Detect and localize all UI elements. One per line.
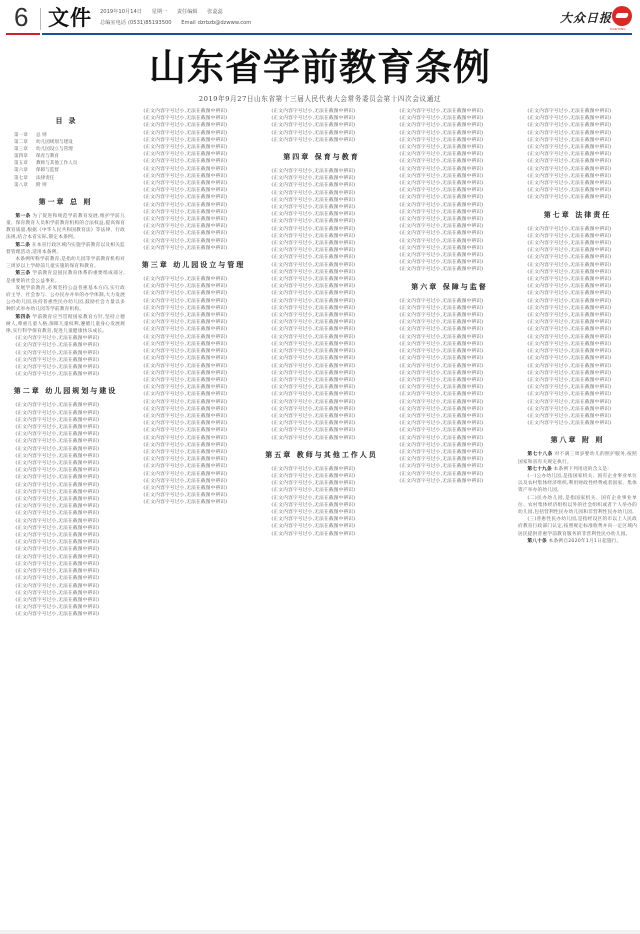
article-paragraph: (正文内容字号过小,无法在截图中辨识) [399,385,484,391]
article-paragraph: (正文内容字号过小,无法在截图中辨识) [143,478,228,484]
article-paragraph: (正文内容字号过小,无法在截图中辨识) [527,385,612,391]
article-paragraph: (正文内容字号过小,无法在截图中辨识) [399,370,484,376]
article-paragraph: (正文内容字号过小,无法在截图中辨识) [271,406,356,412]
article-paragraph: (正文内容字号过小,无法在截图中辨识) [399,231,484,237]
article-paragraph: 第四条 学前教育应当贯彻国家教育方针,坚持立德树人,尊重儿童人格,保障儿童权利,遵循儿童身心发展规律,实行科学保育教育,促进儿童健康快乐成长。 [6,314,125,334]
article-paragraph: (正文内容字号过小,无法在截图中辨识) [399,421,484,427]
article-paragraph: (正文内容字号过小,无法在截图中辨识) [399,406,484,412]
definition-item: (三)普惠性民办幼儿园,是指经设区的市以上人民政府教育行政部门认定,按照规定标准收费并向一定区域内居民提供普惠学前教育服务的非营利性民办幼儿园。 [518,517,637,537]
article-paragraph: (正文内容字号过小,无法在截图中辨识) [15,475,100,481]
article-paragraph: (正文内容字号过小,无法在截图中辨识) [143,123,228,129]
masthead-rule [42,33,632,35]
chapter-heading: 第五章 教师与其他工作人员 [265,450,378,459]
article-paragraph: (正文内容字号过小,无法在截图中辨识) [399,471,484,477]
article-paragraph: (正文内容字号过小,无法在截图中辨识) [15,461,100,467]
article-paragraph: (正文内容字号过小,无法在截图中辨识) [143,159,228,165]
article-paragraph: (正文内容字号过小,无法在截图中辨识) [15,489,100,495]
article-paragraph: (正文内容字号过小,无法在截图中辨识) [271,277,356,283]
article-paragraph: (正文内容字号过小,无法在截图中辨识) [143,392,228,398]
article-paragraph: (正文内容字号过小,无法在截图中辨识) [143,245,228,251]
article-paragraph: (正文内容字号过小,无法在截图中辨识) [271,327,356,333]
article-paragraph: (正文内容字号过小,无法在截图中辨识) [143,231,228,237]
article-paragraph: (正文内容字号过小,无法在截图中辨识) [143,116,228,122]
toc-item: 第一章 总 则 [14,133,47,138]
article-paragraph: (正文内容字号过小,无法在截图中辨识) [527,291,612,297]
article-paragraph: (正文内容字号过小,无法在截图中辨识) [143,442,228,448]
article-paragraph: (正文内容字号过小,无法在截图中辨识) [271,123,356,129]
article-paragraph: (正文内容字号过小,无法在截图中辨识) [143,173,228,179]
article-paragraph: (正文内容字号过小,无法在截图中辨识) [143,298,228,304]
article-paragraph: (正文内容字号过小,无法在截图中辨识) [527,305,612,311]
article-paragraph: (正文内容字号过小,无法在截图中辨识) [527,269,612,275]
article-paragraph: (正文内容字号过小,无法在截图中辨识) [143,428,228,434]
article-paragraph: (正文内容字号过小,无法在截图中辨识) [271,509,356,515]
article-paragraph: (正文内容字号过小,无法在截图中辨识) [15,533,100,539]
article-paragraph: (正文内容字号过小,无法在截图中辨识) [143,152,228,158]
phone-number: (0531)85193500 [127,20,172,26]
article-paragraph: (正文内容字号过小,无法在截图中辨识) [527,313,612,319]
masthead [0,0,640,36]
article-paragraph: (正文内容字号过小,无法在截图中辨识) [15,357,100,363]
article-paragraph: (正文内容字号过小,无法在截图中辨识) [271,130,356,136]
masthead-meta [100,7,259,29]
article-paragraph: 发展学前教育,必须坚持公益普惠基本方向,实行政府主导、社会参与、公办民办并举的办学体制,大力发展公办幼儿园,扶持普惠性民办幼儿园,鼓励社会力量以多种形式举办幼儿园等学前教育机构。 [6,285,125,313]
article-paragraph: (正文内容字号过小,无法在截图中辨识) [527,320,612,326]
article-paragraph: (正文内容字号过小,无法在截图中辨识) [271,502,356,508]
article-paragraph: (正文内容字号过小,无法在截图中辨识) [527,327,612,333]
issue-weekday: 星期一 [151,9,168,15]
article-paragraph: 第一条 为了促进和规范学前教育发展,维护学前儿童、保育教育人员和学前教育机构的合法权益,提高保育教育质量,根据《中华人民共和国教育法》等法律、行政法规,结合本省实际,制定本条例。 [6,213,125,241]
article-paragraph: (正文内容字号过小,无法在截图中辨识) [271,109,356,114]
chapter-heading: 第四章 保育与教育 [283,153,360,162]
article-paragraph: (正文内容字号过小,无法在截图中辨识) [271,531,356,537]
page-bottom-edge [0,930,640,934]
article-paragraph: (正文内容字号过小,无法在截图中辨识) [15,453,100,459]
chapter-heading: 第六章 保障与监督 [411,282,488,291]
article-paragraph: (正文内容字号过小,无法在截图中辨识) [271,219,356,225]
article-paragraph: (正文内容字号过小,无法在截图中辨识) [399,260,484,266]
article-paragraph: (正文内容字号过小,无法在截图中辨识) [271,370,356,376]
article-paragraph: (正文内容字号过小,无法在截图中辨识) [399,202,484,208]
article-paragraph: (正文内容字号过小,无法在截图中辨识) [527,349,612,355]
article-paragraph: (正文内容字号过小,无法在截图中辨识) [15,547,100,553]
article-paragraph: (正文内容字号过小,无法在截图中辨识) [271,392,356,398]
editor-label: 责任编辑 [176,9,198,15]
article-paragraph: (正文内容字号过小,无法在截图中辨识) [15,439,100,445]
column-3 [262,108,381,930]
article-paragraph: (正文内容字号过小,无法在截图中辨识) [399,195,484,201]
toc-item: 第七章 法律责任 [14,175,55,181]
chapter-heading: 第八章 附 则 [550,436,605,445]
article-paragraph: 第八十条 本条例自2020年1月1日起施行。 [527,538,622,544]
article-paragraph: (正文内容字号过小,无法在截图中辨识) [527,421,612,427]
article-paragraph: (正文内容字号过小,无法在截图中辨识) [143,370,228,376]
article-paragraph: (正文内容字号过小,无法在截图中辨识) [527,370,612,376]
column-2 [134,108,253,930]
article-paragraph: (正文内容字号过小,无法在截图中辨识) [527,334,612,340]
article-paragraph: (正文内容字号过小,无法在截图中辨识) [399,152,484,158]
article-paragraph: (正文内容字号过小,无法在截图中辨识) [143,166,228,172]
article-paragraph: (正文内容字号过小,无法在截图中辨识) [527,159,612,165]
article-paragraph: (正文内容字号过小,无法在截图中辨识) [143,399,228,405]
article-paragraph: (正文内容字号过小,无法在截图中辨识) [271,137,356,143]
article-paragraph: (正文内容字号过小,无法在截图中辨识) [271,313,356,319]
email-label: Email [181,20,196,26]
article-paragraph: (正文内容字号过小,无法在截图中辨识) [15,540,100,546]
article-paragraph: (正文内容字号过小,无法在截图中辨识) [399,145,484,151]
article-paragraph: (正文内容字号过小,无法在截图中辨识) [527,130,612,136]
article-paragraph: (正文内容字号过小,无法在截图中辨识) [271,226,356,232]
article-paragraph: (正文内容字号过小,无法在截图中辨识) [143,493,228,499]
article-paragraph: (正文内容字号过小,无法在截图中辨识) [271,495,356,501]
article-paragraph: (正文内容字号过小,无法在截图中辨识) [399,449,484,455]
article-paragraph: (正文内容字号过小,无法在截图中辨识) [527,166,612,172]
article-paragraph: (正文内容字号过小,无法在截图中辨识) [271,421,356,427]
article-paragraph: (正文内容字号过小,无法在截图中辨识) [143,277,228,283]
article-paragraph: (正文内容字号过小,无法在截图中辨识) [143,130,228,136]
article-paragraph: (正文内容字号过小,无法在截图中辨识) [15,605,100,611]
article-paragraph: (正文内容字号过小,无法在截图中辨识) [527,116,612,122]
article-paragraph: (正文内容字号过小,无法在截图中辨识) [527,284,612,290]
article-paragraph: (正文内容字号过小,无法在截图中辨识) [527,341,612,347]
article-paragraph: (正文内容字号过小,无法在截图中辨识) [527,145,612,151]
article-paragraph: (正文内容字号过小,无法在截图中辨识) [399,166,484,172]
article-paragraph: (正文内容字号过小,无法在截图中辨识) [271,517,356,523]
article-paragraph: (正文内容字号过小,无法在截图中辨识) [143,195,228,201]
article-headline: 山东省学前教育条例 [149,46,491,89]
article-paragraph: (正文内容字号过小,无法在截图中辨识) [15,576,100,582]
article-paragraph: (正文内容字号过小,无法在截图中辨识) [271,363,356,369]
article-paragraph: (正文内容字号过小,无法在截图中辨识) [143,209,228,215]
article-paragraph: (正文内容字号过小,无法在截图中辨识) [143,421,228,427]
definition-item: (二)民办幼儿园,是指国家机关、国有企业事业单位、农村集体经济组织以外的社会组织或者个人举办的幼儿园,包括营利性民办幼儿园和非营利性民办幼儿园。 [518,495,637,515]
article-paragraph: (正文内容字号过小,无法在截图中辨识) [271,488,356,494]
article-paragraph: (正文内容字号过小,无法在截图中辨识) [143,238,228,244]
article-paragraph: (正文内容字号过小,无法在截图中辨识) [271,241,356,247]
article-paragraph: (正文内容字号过小,无法在截图中辨识) [143,341,228,347]
table-of-contents [6,108,125,189]
article-paragraph: (正文内容字号过小,无法在截图中辨识) [399,435,484,441]
article-subtitle: 2019年9月27日山东省第十三届人民代表大会常务委员会第十四次会议通过 [198,95,442,103]
article-paragraph: (正文内容字号过小,无法在截图中辨识) [527,399,612,405]
article-paragraph: (正文内容字号过小,无法在截图中辨识) [15,350,100,356]
article-paragraph: (正文内容字号过小,无法在截图中辨识) [399,313,484,319]
newspaper-logo-text: 大众日报 [560,11,613,25]
article-paragraph: (正文内容字号过小,无法在截图中辨识) [399,123,484,129]
article-paragraph: (正文内容字号过小,无法在截图中辨识) [143,320,228,326]
article-paragraph: (正文内容字号过小,无法在截图中辨识) [271,377,356,383]
toc-item: 第四章 保育与教育 [14,154,59,160]
article-paragraph: (正文内容字号过小,无法在截图中辨识) [527,152,612,158]
article-paragraph: (正文内容字号过小,无法在截图中辨识) [143,356,228,362]
article-paragraph: (正文内容字号过小,无法在截图中辨识) [527,181,612,187]
article-paragraph: (正文内容字号过小,无法在截图中辨识) [399,442,484,448]
article-paragraph: (正文内容字号过小,无法在截图中辨识) [527,262,612,268]
article-paragraph: (正文内容字号过小,无法在截图中辨识) [143,181,228,187]
article-paragraph: (正文内容字号过小,无法在截图中辨识) [271,399,356,405]
article-paragraph: 第七十八条 对不满三周岁婴幼儿的照护服务,按照国家和省有关规定执行。 [518,452,637,465]
article-paragraph: (正文内容字号过小,无法在截图中辨识) [271,116,356,122]
article-paragraph: (正文内容字号过小,无法在截图中辨识) [271,466,356,472]
article-paragraph: (正文内容字号过小,无法在截图中辨识) [527,298,612,304]
article-paragraph: (正文内容字号过小,无法在截图中辨识) [271,262,356,268]
article-paragraph: (正文内容字号过小,无法在截图中辨识) [271,428,356,434]
article-paragraph: (正文内容字号过小,无法在截图中辨识) [15,403,100,409]
article-paragraph: (正文内容字号过小,无法在截图中辨识) [399,159,484,165]
article-paragraph: (正文内容字号过小,无法在截图中辨识) [15,410,100,416]
column-4 [390,108,509,930]
article-paragraph: (正文内容字号过小,无法在截图中辨识) [271,248,356,254]
article-paragraph: (正文内容字号过小,无法在截图中辨识) [15,561,100,567]
article-paragraph: (正文内容字号过小,无法在截图中辨识) [399,173,484,179]
article-paragraph: (正文内容字号过小,无法在截图中辨识) [527,241,612,247]
article-paragraph: (正文内容字号过小,无法在截图中辨识) [15,336,100,342]
chapter-heading: 第二章 幼儿园规划与建设 [13,387,118,396]
article-paragraph: (正文内容字号过小,无法在截图中辨识) [15,343,100,349]
toc-item: 第五章 教师与其他工作人员 [14,161,78,167]
article-paragraph: (正文内容字号过小,无法在截图中辨识) [143,188,228,194]
article-paragraph: (正文内容字号过小,无法在截图中辨识) [15,597,100,603]
chapter-heading: 第一章 总 则 [38,197,93,206]
article-paragraph: (正文内容字号过小,无法在截图中辨识) [15,372,100,378]
article-paragraph: (正文内容字号过小,无法在截图中辨识) [271,385,356,391]
article-paragraph: (正文内容字号过小,无法在截图中辨识) [271,305,356,311]
article-paragraph: (正文内容字号过小,无法在截图中辨识) [15,365,100,371]
article-paragraph: (正文内容字号过小,无法在截图中辨识) [15,525,100,531]
article-paragraph: (正文内容字号过小,无法在截图中辨识) [527,248,612,254]
column-1 [6,108,125,930]
article-paragraph: (正文内容字号过小,无法在截图中辨识) [143,217,228,223]
article-paragraph: (正文内容字号过小,无法在截图中辨识) [143,471,228,477]
column-5 [518,108,637,930]
article-paragraph: (正文内容字号过小,无法在截图中辨识) [271,298,356,304]
article-paragraph: (正文内容字号过小,无法在截图中辨识) [527,363,612,369]
article-paragraph: (正文内容字号过小,无法在截图中辨识) [527,195,612,201]
article-paragraph: (正文内容字号过小,无法在截图中辨识) [399,413,484,419]
article-paragraph: (正文内容字号过小,无法在截图中辨识) [399,478,484,484]
article-paragraph: (正文内容字号过小,无法在截图中辨识) [271,284,356,290]
article-paragraph: (正文内容字号过小,无法在截图中辨识) [15,504,100,510]
toc-item: 第八章 附 则 [14,182,47,188]
newspaper-logo-icon [612,6,632,26]
article-paragraph: (正文内容字号过小,无法在截图中辨识) [399,109,484,114]
toc-title: 目录 [55,117,82,125]
article-paragraph: (正文内容字号过小,无法在截图中辨识) [271,435,356,441]
article-paragraph: (正文内容字号过小,无法在截图中辨识) [399,130,484,136]
chapter-heading: 第三章 幼儿园设立与管理 [141,261,246,270]
article-paragraph: 第二条 在本省行政区域内实施学前教育以及相关监督管理活动,适用本条例。 [6,242,125,255]
article-paragraph: (正文内容字号过小,无法在截图中辨识) [143,406,228,412]
definition-item: (一)公办幼儿园,是指国家机关、国有企业事业单位以及农村集体经济组织,利用财政性经费或者国家、集体资产举办的幼儿园。 [518,473,637,494]
article-paragraph: (正文内容字号过小,无法在截图中辨识) [271,212,356,218]
article-paragraph: (正文内容字号过小,无法在截图中辨识) [143,202,228,208]
article-paragraph: (正文内容字号过小,无法在截图中辨识) [399,464,484,470]
article-paragraph: (正文内容字号过小,无法在截图中辨识) [527,188,612,194]
article-paragraph: (正文内容字号过小,无法在截图中辨识) [15,482,100,488]
article-paragraph: (正文内容字号过小,无法在截图中辨识) [271,473,356,479]
masthead-divider [40,8,41,30]
logo-badge-label: DAZHONG [610,27,626,31]
article-paragraph: (正文内容字号过小,无法在截图中辨识) [271,183,356,189]
article-paragraph: (正文内容字号过小,无法在截图中辨识) [271,334,356,340]
article-paragraph: (正文内容字号过小,无法在截图中辨识) [15,425,100,431]
article-paragraph: (正文内容字号过小,无法在截图中辨识) [527,123,612,129]
article-paragraph: (正文内容字号过小,无法在截图中辨识) [15,511,100,517]
article-paragraph: (正文内容字号过小,无法在截图中辨识) [399,341,484,347]
article-paragraph: (正文内容字号过小,无法在截图中辨识) [271,169,356,175]
article-paragraph: (正文内容字号过小,无法在截图中辨识) [399,334,484,340]
article-paragraph: (正文内容字号过小,无法在截图中辨识) [527,277,612,283]
article-paragraph: (正文内容字号过小,无法在截图中辨识) [15,518,100,524]
article-paragraph: (正文内容字号过小,无法在截图中辨识) [15,569,100,575]
article-paragraph: (正文内容字号过小,无法在截图中辨识) [271,197,356,203]
article-paragraph: (正文内容字号过小,无法在截图中辨识) [143,305,228,311]
article-paragraph: (正文内容字号过小,无法在截图中辨识) [399,188,484,194]
article-paragraph: (正文内容字号过小,无法在截图中辨识) [15,497,100,503]
article-paragraph: (正文内容字号过小,无法在截图中辨识) [271,176,356,182]
article-paragraph: (正文内容字号过小,无法在截图中辨识) [527,413,612,419]
article-paragraph: (正文内容字号过小,无法在截图中辨识) [271,255,356,261]
article-paragraph: (正文内容字号过小,无法在截图中辨识) [399,377,484,383]
page-number-underline [6,33,40,35]
article-paragraph: (正文内容字号过小,无法在截图中辨识) [399,181,484,187]
article-paragraph: (正文内容字号过小,无法在截图中辨识) [143,224,228,230]
article-paragraph: (正文内容字号过小,无法在截图中辨识) [527,392,612,398]
article-paragraph: (正文内容字号过小,无法在截图中辨识) [143,145,228,151]
article-paragraph: (正文内容字号过小,无法在截图中辨识) [399,356,484,362]
article-paragraph: (正文内容字号过小,无法在截图中辨识) [15,468,100,474]
article-paragraph: (正文内容字号过小,无法在截图中辨识) [399,209,484,215]
toc-item: 第二章 幼儿园规划与建设 [14,140,73,146]
article-paragraph: (正文内容字号过小,无法在截图中辨识) [143,485,228,491]
article-paragraph: (正文内容字号过小,无法在截图中辨识) [143,327,228,333]
article-paragraph: (正文内容字号过小,无法在截图中辨识) [15,417,100,423]
article-paragraph: (正文内容字号过小,无法在截图中辨识) [399,245,484,251]
section-title: 文件 [48,6,92,30]
article-paragraph: (正文内容字号过小,无法在截图中辨识) [527,356,612,362]
toc-item: 第三章 幼儿园设立与管理 [14,147,73,153]
article-paragraph: (正文内容字号过小,无法在截图中辨识) [399,457,484,463]
article-paragraph: (正文内容字号过小,无法在截图中辨识) [271,524,356,530]
article-paragraph: (正文内容字号过小,无法在截图中辨识) [15,554,100,560]
editor-name: 张蕊蕊 [207,9,223,15]
article-paragraph: (正文内容字号过小,无法在截图中辨识) [527,255,612,261]
article-paragraph: (正文内容字号过小,无法在截图中辨识) [143,284,228,290]
article-paragraph: (正文内容字号过小,无法在截图中辨识) [143,449,228,455]
article-paragraph: (正文内容字号过小,无法在截图中辨识) [143,137,228,143]
article-paragraph: (正文内容字号过小,无法在截图中辨识) [15,432,100,438]
article-paragraph: (正文内容字号过小,无法在截图中辨识) [399,320,484,326]
article-paragraph: (正文内容字号过小,无法在截图中辨识) [399,327,484,333]
article-paragraph: (正文内容字号过小,无法在截图中辨识) [143,313,228,319]
article-paragraph: (正文内容字号过小,无法在截图中辨识) [399,363,484,369]
article-paragraph: (正文内容字号过小,无法在截图中辨识) [399,399,484,405]
article-paragraph: (正文内容字号过小,无法在截图中辨识) [15,446,100,452]
article-paragraph: (正文内容字号过小,无法在截图中辨识) [399,267,484,273]
article-paragraph: (正文内容字号过小,无法在截图中辨识) [399,116,484,122]
article-paragraph: (正文内容字号过小,无法在截图中辨识) [15,612,100,618]
article-paragraph: 第三条 学前教育是国民教育体系的重要组成部分,是重要的社会公益事业。 [6,271,125,284]
article-paragraph: (正文内容字号过小,无法在截图中辨识) [143,435,228,441]
article-paragraph: (正文内容字号过小,无法在截图中辨识) [271,481,356,487]
article-paragraph: (正文内容字号过小,无法在截图中辨识) [399,217,484,223]
article-paragraph: (正文内容字号过小,无法在截图中辨识) [271,269,356,275]
article-paragraph: (正文内容字号过小,无法在截图中辨识) [399,428,484,434]
article-paragraph: (正文内容字号过小,无法在截图中辨识) [399,305,484,311]
issue-date: 2019年10月14日 [100,9,142,15]
article-paragraph: (正文内容字号过小,无法在截图中辨识) [143,464,228,470]
article-paragraph: (正文内容字号过小,无法在截图中辨识) [527,377,612,383]
article-paragraph: (正文内容字号过小,无法在截图中辨识) [271,291,356,297]
article-paragraph: (正文内容字号过小,无法在截图中辨识) [527,233,612,239]
article-paragraph: (正文内容字号过小,无法在截图中辨识) [271,349,356,355]
article-paragraph: (正文内容字号过小,无法在截图中辨识) [143,334,228,340]
article-paragraph: (正文内容字号过小,无法在截图中辨识) [399,298,484,304]
article-paragraph: (正文内容字号过小,无法在截图中辨识) [143,385,228,391]
article-paragraph: (正文内容字号过小,无法在截图中辨识) [527,109,612,114]
article-paragraph: (正文内容字号过小,无法在截图中辨识) [143,291,228,297]
article-paragraph: (正文内容字号过小,无法在截图中辨识) [527,226,612,232]
article-paragraph: (正文内容字号过小,无法在截图中辨识) [143,349,228,355]
phone-label: 总编室电话 [100,20,126,26]
article-paragraph: (正文内容字号过小,无法在截图中辨识) [399,238,484,244]
article-paragraph: (正文内容字号过小,无法在截图中辨识) [143,377,228,383]
article-paragraph: (正文内容字号过小,无法在截图中辨识) [399,349,484,355]
article-paragraph: 本条例所称学前教育,是指幼儿园等学前教育机构对三周岁以上学龄前儿童实施的保育和教育。 [6,256,125,270]
article-paragraph: (正文内容字号过小,无法在截图中辨识) [399,224,484,230]
article-paragraph: (正文内容字号过小,无法在截图中辨识) [527,137,612,143]
article-paragraph: 第七十九条 本条例下列用语的含义是: [527,466,610,472]
article-paragraph: (正文内容字号过小,无法在截图中辨识) [271,356,356,362]
article-paragraph: (正文内容字号过小,无法在截图中辨识) [143,363,228,369]
article-paragraph: (正文内容字号过小,无法在截图中辨识) [527,406,612,412]
article-paragraph: (正文内容字号过小,无法在截图中辨识) [15,583,100,589]
article-paragraph: (正文内容字号过小,无法在截图中辨识) [271,320,356,326]
toc-item: 第六章 保障与监督 [14,168,59,174]
article-paragraph: (正文内容字号过小,无法在截图中辨识) [15,590,100,596]
article-body [6,108,637,930]
email-address: dzrbzb@dzwww.com [197,20,252,26]
page-number: 6 [14,2,29,32]
article-paragraph: (正文内容字号过小,无法在截图中辨识) [271,341,356,347]
article-paragraph: (正文内容字号过小,无法在截图中辨识) [143,413,228,419]
article-paragraph: (正文内容字号过小,无法在截图中辨识) [143,109,228,114]
article-paragraph: (正文内容字号过小,无法在截图中辨识) [399,137,484,143]
article-paragraph: (正文内容字号过小,无法在截图中辨识) [399,253,484,259]
article-paragraph: (正文内容字号过小,无法在截图中辨识) [143,500,228,506]
article-paragraph: (正文内容字号过小,无法在截图中辨识) [271,413,356,419]
article-paragraph: (正文内容字号过小,无法在截图中辨识) [271,190,356,196]
article-paragraph: (正文内容字号过小,无法在截图中辨识) [143,457,228,463]
article-paragraph: (正文内容字号过小,无法在截图中辨识) [271,205,356,211]
article-paragraph: (正文内容字号过小,无法在截图中辨识) [271,233,356,239]
chapter-heading: 第七章 法律责任 [543,210,612,219]
article-paragraph: (正文内容字号过小,无法在截图中辨识) [399,392,484,398]
article-paragraph: (正文内容字号过小,无法在截图中辨识) [527,173,612,179]
